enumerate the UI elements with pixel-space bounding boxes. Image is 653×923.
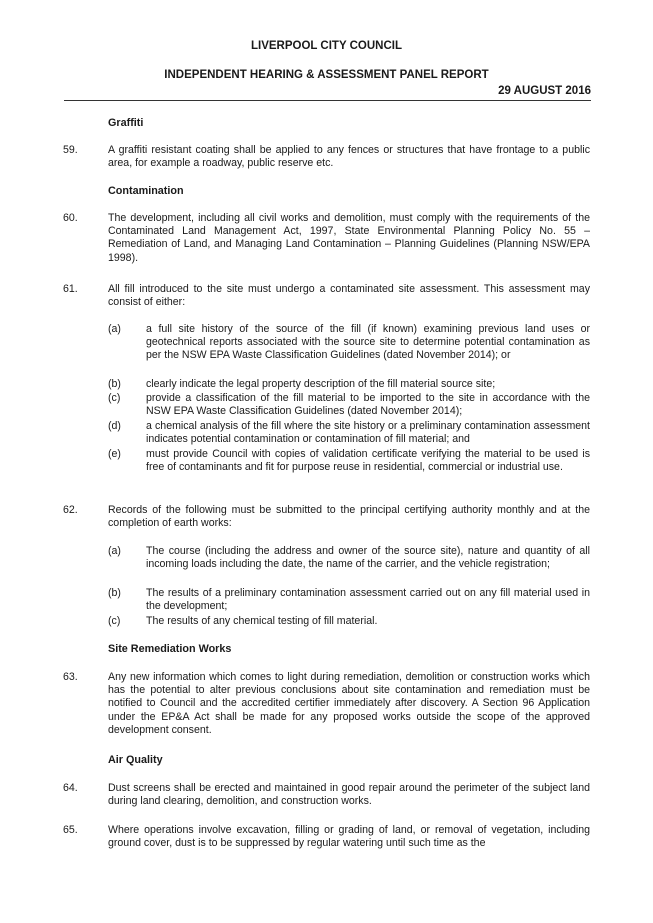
list-label: (d) — [108, 420, 121, 432]
heading-contamination: Contamination — [108, 185, 184, 197]
condition-text: A graffiti resistant coating shall be applied to any fences or structures that have frontage to a public area, for example a roadway, public reserve etc. — [108, 144, 590, 170]
list-item: clearly indicate the legal property description of the fill material source site; — [146, 378, 496, 390]
list-label: (a) — [108, 323, 121, 335]
condition-number: 59. — [63, 144, 78, 156]
report-title: INDEPENDENT HEARING & ASSESSMENT PANEL REPORT — [164, 69, 489, 81]
council-name: LIVERPOOL CITY COUNCIL — [250, 40, 402, 52]
list-item: The course (including the address and owner of the source site), nature and quantity of all incoming loads including the date, the name of the carrier, and the vehicle registration; — [146, 545, 590, 571]
condition-number: 62. — [63, 504, 78, 516]
condition-number: 61. — [63, 283, 78, 295]
heading-graffiti: Graffiti — [108, 117, 144, 129]
condition-number: 63. — [63, 671, 78, 683]
list-label: (c) — [108, 615, 121, 627]
list-item: The results of any chemical testing of fill material. — [146, 615, 378, 627]
list-label: (b) — [108, 587, 121, 599]
list-label: (c) — [108, 392, 121, 404]
condition-number: 65. — [63, 824, 78, 836]
list-item: a chemical analysis of the fill where the site history or a preliminary contamination assessment indicates potential contamination or contamination of fill material; and — [146, 420, 590, 446]
list-label: (b) — [108, 378, 121, 390]
heading-site-remediation: Site Remediation Works — [108, 643, 232, 655]
list-label: (e) — [108, 448, 121, 460]
header-divider — [64, 100, 591, 101]
condition-text: Dust screens shall be erected and maintained in good repair around the perimeter of the subject land during land clearing, demolition, and construction works. — [108, 782, 590, 808]
condition-number: 60. — [63, 212, 78, 224]
list-item: a full site history of the source of the fill (if known) examining previous land uses or geotechnical reports associated with the source site to determine potential contamination as per the NSW EPA Waste Classification Guidelines (dated November 2014); or — [146, 323, 590, 362]
condition-text: Where operations involve excavation, filling or grading of land, or removal of vegetation, including ground cover, dust is to be suppressed by regular watering until such time as the — [108, 824, 590, 850]
list-item: The results of a preliminary contamination assessment carried out on any fill material used in the development; — [146, 587, 590, 613]
list-item: provide a classification of the fill material to be imported to the site in accordance with the NSW EPA Waste Classification Guidelines (dated November 2014); — [146, 392, 590, 418]
condition-text: Any new information which comes to light during remediation, demolition or construction works which has the potential to alter previous conclusions about site contamination and remediation must be notified to Council and the accredited certifier immediately after discovery. A Section 96 Application under the EP&A Act shall be made for any proposed works outside the scope of the approved development consent. — [108, 671, 590, 736]
condition-text: Records of the following must be submitted to the principal certifying authority monthly and at the completion of earth works: — [108, 504, 590, 530]
list-label: (a) — [108, 545, 121, 557]
condition-text: The development, including all civil works and demolition, must comply with the requirements of the Contaminated Land Management Act, 1997, State Environmental Planning Policy No. 55 – Remediation of Land, and Managing Land Contamination – Planning Guidelines (Planning NSW/EPA 1998). — [108, 212, 590, 264]
condition-text: All fill introduced to the site must undergo a contaminated site assessment. This assessment may consist of either: — [108, 283, 590, 309]
report-date: 29 AUGUST 2016 — [498, 85, 591, 97]
heading-air-quality: Air Quality — [108, 754, 163, 766]
list-item: must provide Council with copies of validation certificate verifying the material to be used is free of contaminants and fit for purpose reuse in residential, commercial or industrial use. — [146, 448, 590, 474]
condition-number: 64. — [63, 782, 78, 794]
